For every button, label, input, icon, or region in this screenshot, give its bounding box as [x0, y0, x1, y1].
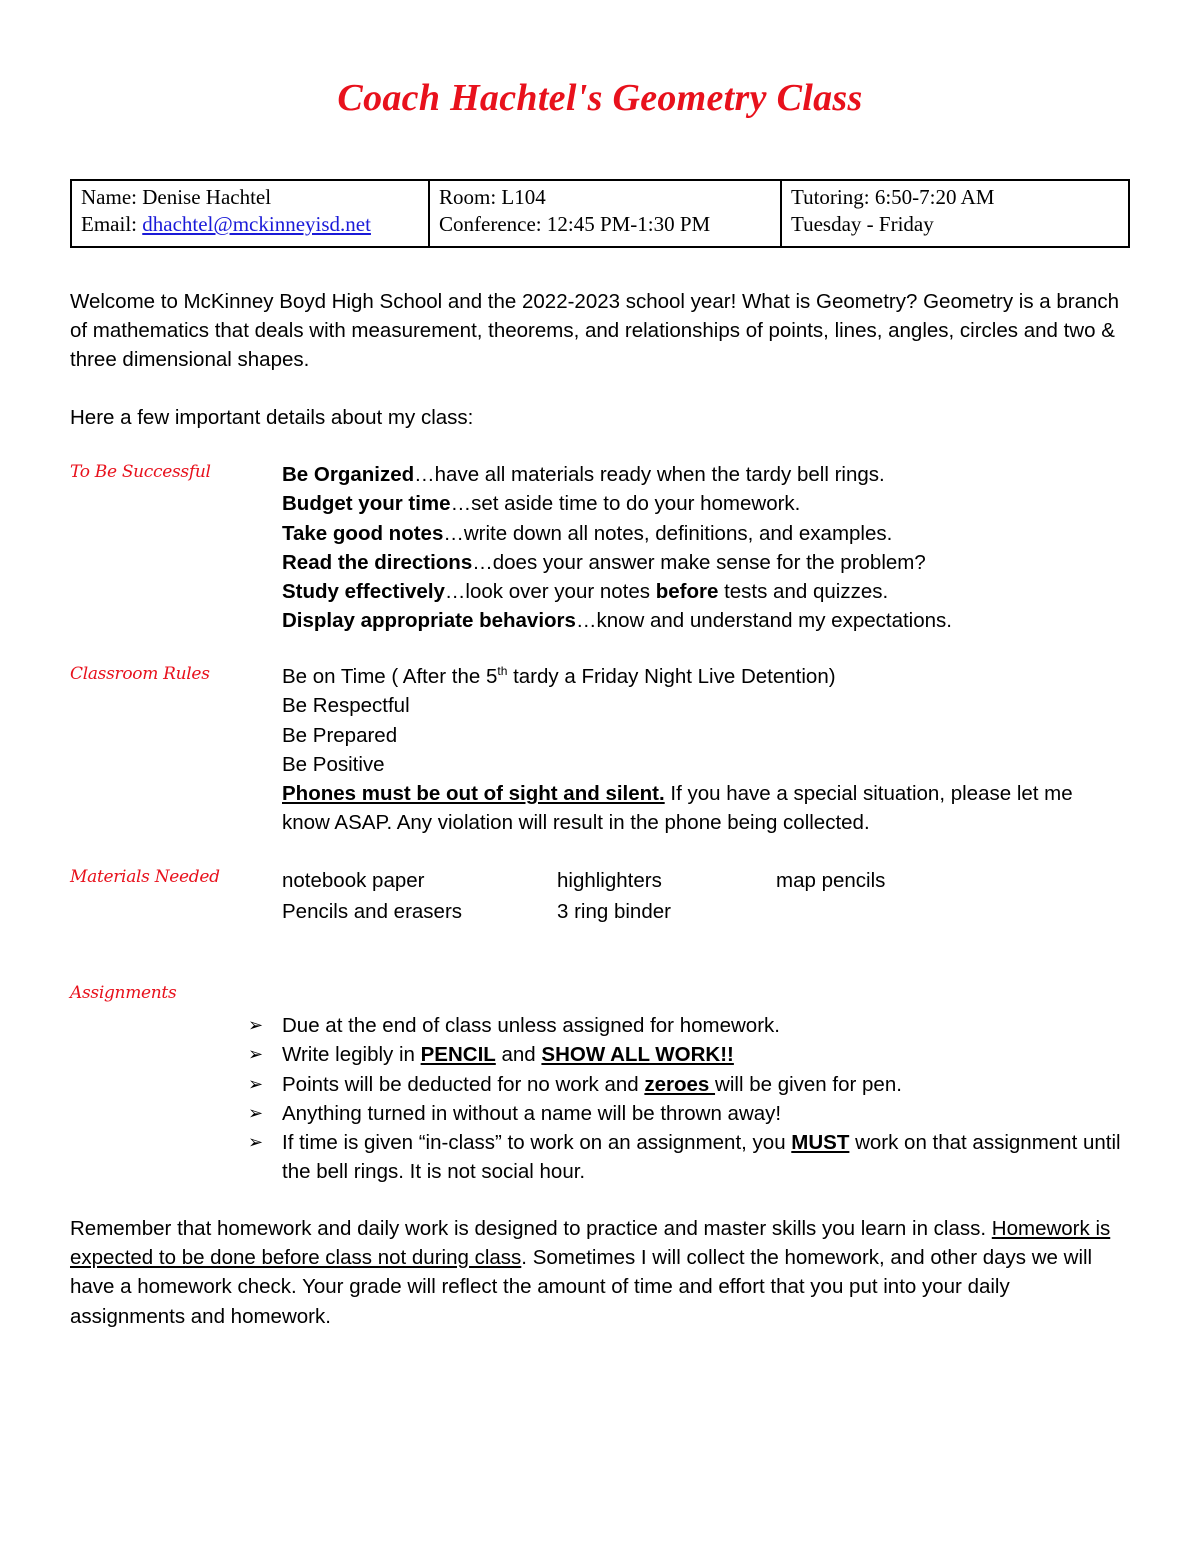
- email-link[interactable]: dhachtel@mckinneyisd.net: [142, 212, 371, 236]
- rule-item: Be Prepared: [282, 723, 398, 747]
- arrow-bullet-icon: ➢: [248, 1102, 264, 1123]
- success-item: Display appropriate behaviors…know and understand my expectations.: [282, 609, 952, 633]
- success-item: Study effectively…look over your notes before tests and quizzes.: [282, 580, 889, 604]
- welcome-paragraph: Welcome to McKinney Boyd High School and the 2022-2023 school year! What is Geometry? Geometry is a branch of mathematics that deals with measurement, theorems, and relationships of points, lines, angles, circles and two & three dimensional shapes.: [70, 290, 1120, 372]
- assignments-list: [248, 1011, 1142, 1187]
- rules-list: [282, 662, 1073, 838]
- rule-item: Be on Time ( After the 5th tardy a Friday Night Live Detention): [282, 664, 836, 688]
- room-cell: [429, 180, 781, 247]
- material-item: notebook paper: [282, 869, 425, 892]
- teacher-email-row: [81, 211, 419, 238]
- teacher-cell: [71, 180, 429, 247]
- rule-item: Be Respectful: [282, 694, 410, 718]
- section-label-success: To Be Successful: [70, 462, 211, 482]
- success-list: [282, 460, 952, 636]
- rule-item: Phones must be out of sight and silent. If you have a special situation, please let me: [282, 782, 1073, 806]
- list-item: ➢ Anything turned in without a name will be thrown away!: [248, 1099, 1142, 1128]
- success-item: Read the directions…does your answer make sense for the problem?: [282, 550, 926, 574]
- arrow-bullet-icon: ➢: [248, 1015, 264, 1035]
- material-item: 3 ring binder: [557, 900, 671, 923]
- teacher-name: Name: Denise Hachtel: [81, 185, 272, 209]
- material-item: Pencils and erasers: [282, 900, 463, 923]
- rule-item: know ASAP. Any violation will result in the phone being collected.: [282, 811, 870, 835]
- section-label-assignments: Assignments: [70, 983, 177, 1003]
- materials-col-2: [557, 865, 671, 927]
- list-item: ➢ If time is given “in-class” to work on an assignment, you MUST work on that assignment until the bell rings. It is not social hour.: [248, 1128, 1142, 1187]
- arrow-bullet-icon: ➢: [248, 1073, 264, 1094]
- email-label: Email:: [81, 212, 143, 236]
- materials-col-1: [282, 865, 462, 927]
- tutoring-time: Tutoring: 6:50-7:20 AM: [791, 185, 995, 209]
- success-item: Take good notes…write down all notes, definitions, and examples.: [282, 521, 893, 545]
- list-item: ➢ Points will be deducted for no work and zeroes will be given for pen.: [248, 1070, 1142, 1099]
- section-label-rules: Classroom Rules: [70, 664, 210, 684]
- list-item: ➢ Write legibly in PENCIL and SHOW ALL WORK!!: [248, 1040, 1142, 1069]
- conference-time: Conference: 12:45 PM-1:30 PM: [439, 212, 711, 236]
- arrow-bullet-icon: ➢: [248, 1044, 264, 1065]
- arrow-bullet-icon: ➢: [248, 1132, 264, 1153]
- materials-col-3: [776, 865, 885, 896]
- tutoring-cell: [781, 180, 1129, 247]
- room-number: Room: L104: [439, 185, 546, 209]
- intro-line: Here a few important details about my class:: [70, 406, 474, 429]
- closing-paragraph: Remember that homework and daily work is designed to practice and master skills you learn in class. Homework is expected to be done before class not during class. Sometimes I will collect the homework, and other days we will have a homework check. Your grade will reflect the amount of time and effort that you put into your daily assignments and homework.: [70, 1217, 1111, 1328]
- tutoring-days: Tuesday - Friday: [791, 212, 934, 236]
- material-item: highlighters: [557, 869, 662, 892]
- success-item: Budget your time…set aside time to do your homework.: [282, 492, 801, 516]
- success-item: Be Organized…have all materials ready when the tardy bell rings.: [282, 463, 885, 486]
- list-item: ➢ Due at the end of class unless assigned for homework.: [248, 1011, 1142, 1040]
- rule-item: Be Positive: [282, 752, 385, 776]
- section-label-materials: Materials Needed: [70, 867, 220, 887]
- contact-info-table: [70, 179, 1130, 248]
- page-title: Coach Hachtel's Geometry Class: [337, 77, 863, 119]
- material-item: map pencils: [776, 869, 886, 892]
